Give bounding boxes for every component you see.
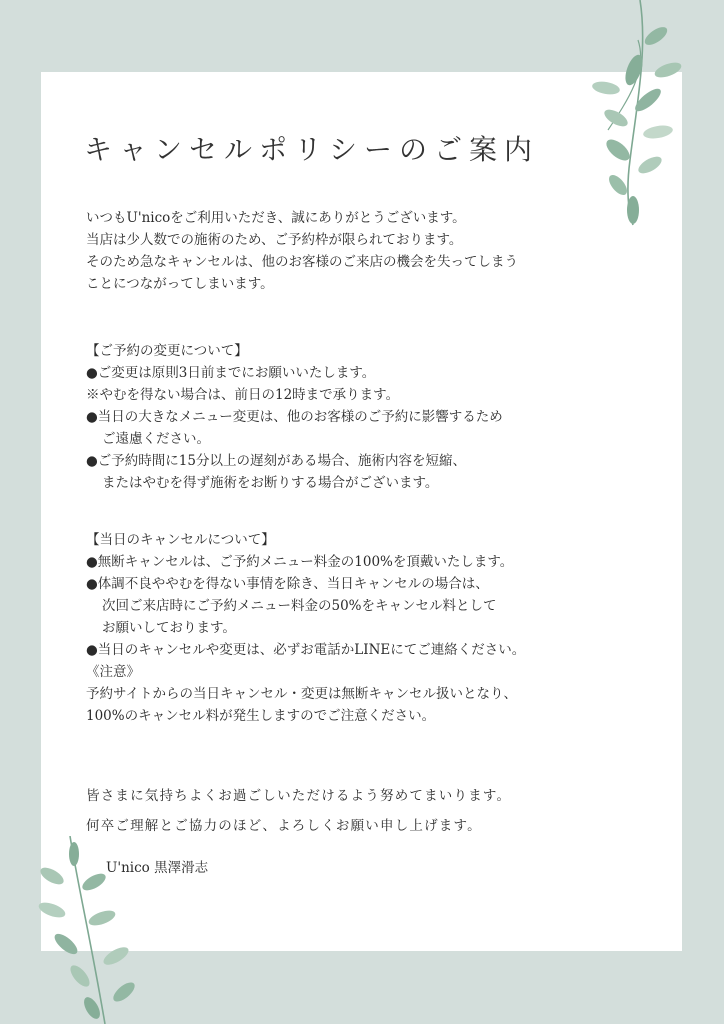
closing-line: 皆さまに気持ちよくお過ごしいただけるよう努めてまいります。 bbox=[86, 788, 512, 804]
policy-line: 次回ご来店時にご予約メニュー料金の50%をキャンセル料として bbox=[102, 598, 497, 614]
notice-heading: 《注意》 bbox=[86, 664, 140, 680]
leaf-branch-top-right-icon bbox=[578, 0, 698, 230]
section-change bbox=[86, 340, 503, 494]
page-title: キャンセルポリシーのご案内 bbox=[84, 133, 540, 166]
section-cancel bbox=[86, 529, 525, 727]
intro-line: ことにつながってしまいます。 bbox=[86, 276, 274, 292]
policy-line: お願いしております。 bbox=[102, 620, 236, 636]
notice-line: 予約サイトからの当日キャンセル・変更は無断キャンセル扱いとなり、 bbox=[86, 686, 518, 702]
policy-line: ご遠慮ください。 bbox=[102, 431, 210, 447]
policy-line: ●当日の大きなメニュー変更は、他のお客様のご予約に影響するため bbox=[86, 409, 503, 425]
section-heading: 【ご予約の変更について】 bbox=[86, 343, 248, 359]
intro-line: そのため急なキャンセルは、他のお客様のご来店の機会を失ってしまう bbox=[86, 254, 518, 270]
policy-line: ●無断キャンセルは、ご予約メニュー料金の100%を頂戴いたします。 bbox=[86, 554, 514, 570]
intro-text bbox=[86, 207, 518, 295]
section-heading: 【当日のキャンセルについて】 bbox=[86, 532, 275, 548]
signature: U'nico 黒澤滑志 bbox=[106, 860, 209, 876]
policy-line: またはやむを得ず施術をお断りする場合がございます。 bbox=[102, 475, 439, 491]
policy-line: ●当日のキャンセルや変更は、必ずお電話かLINEにてご連絡ください。 bbox=[86, 642, 526, 658]
closing-line: 何卒ご理解とご協力のほど、よろしくお願い申し上げます。 bbox=[86, 818, 482, 834]
intro-line: いつもU'nicoをご利用いただき、誠にありがとうございます。 bbox=[86, 210, 466, 226]
policy-line: ●体調不良ややむを得ない事情を除き、当日キャンセルの場合は、 bbox=[86, 576, 489, 592]
policy-line: ●ご予約時間に15分以上の遅刻がある場合、施術内容を短縮、 bbox=[86, 453, 466, 469]
policy-line: ※やむを得ない場合は、前日の12時まで承ります。 bbox=[86, 387, 400, 403]
intro-line: 当店は少人数での施術のため、ご予約枠が限られております。 bbox=[86, 232, 463, 248]
notice-line: 100%のキャンセル料が発生しますのでご注意ください。 bbox=[86, 708, 436, 724]
policy-line: ●ご変更は原則3日前までにお願いいたします。 bbox=[86, 365, 376, 381]
